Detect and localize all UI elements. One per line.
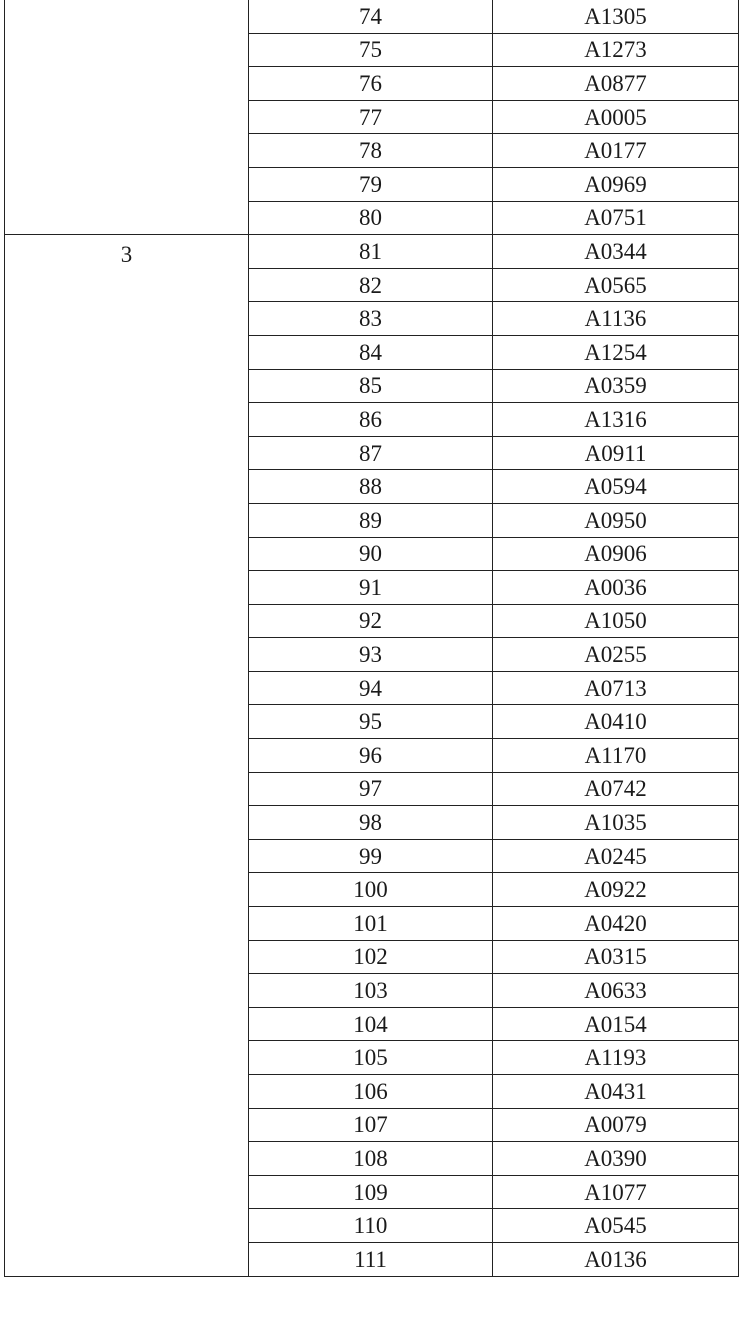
sequence-number-cell: 92 (249, 604, 493, 638)
sample-code-cell: A0245 (493, 839, 739, 873)
sample-code-cell: A0742 (493, 772, 739, 806)
sequence-number-cell: 101 (249, 907, 493, 941)
sample-code-cell: A0906 (493, 537, 739, 571)
sequence-number-cell: 85 (249, 369, 493, 403)
sequence-number-cell: 91 (249, 571, 493, 605)
sequence-number-cell: 98 (249, 806, 493, 840)
sequence-number-cell: 94 (249, 671, 493, 705)
sample-code-cell: A0344 (493, 235, 739, 269)
sample-code-cell: A1273 (493, 33, 739, 67)
table-row (5, 0, 739, 33)
document-table-container (4, 0, 738, 1277)
sample-code-cell: A0969 (493, 167, 739, 201)
sequence-number-cell: 102 (249, 940, 493, 974)
sequence-number-cell: 78 (249, 134, 493, 168)
sequence-number-cell: 75 (249, 33, 493, 67)
sequence-number-cell: 110 (249, 1209, 493, 1243)
table-body (5, 0, 739, 1276)
sequence-number-cell: 100 (249, 873, 493, 907)
sample-code-table (4, 0, 739, 1277)
sequence-number-cell: 95 (249, 705, 493, 739)
sample-code-cell: A0545 (493, 1209, 739, 1243)
sample-code-cell: A0911 (493, 436, 739, 470)
sequence-number-cell: 106 (249, 1075, 493, 1109)
sample-code-cell: A0359 (493, 369, 739, 403)
sample-code-cell: A0594 (493, 470, 739, 504)
sample-code-cell: A1254 (493, 335, 739, 369)
sequence-number-cell: 81 (249, 235, 493, 269)
sample-code-cell: A0079 (493, 1108, 739, 1142)
sample-code-cell: A0751 (493, 201, 739, 235)
sequence-number-cell: 82 (249, 268, 493, 302)
sample-code-cell: A1050 (493, 604, 739, 638)
sequence-number-cell: 108 (249, 1142, 493, 1176)
sequence-number-cell: 80 (249, 201, 493, 235)
sequence-number-cell: 96 (249, 739, 493, 773)
sequence-number-cell: 111 (249, 1242, 493, 1276)
sequence-number-cell: 109 (249, 1175, 493, 1209)
sample-code-cell: A0255 (493, 638, 739, 672)
sequence-number-cell: 104 (249, 1007, 493, 1041)
sequence-number-cell: 86 (249, 403, 493, 437)
sequence-number-cell: 74 (249, 0, 493, 33)
sequence-number-cell: 99 (249, 839, 493, 873)
sample-code-cell: A0410 (493, 705, 739, 739)
sequence-number-cell: 89 (249, 503, 493, 537)
sequence-number-cell: 105 (249, 1041, 493, 1075)
sample-code-cell: A1136 (493, 302, 739, 336)
sequence-number-cell: 90 (249, 537, 493, 571)
sample-code-cell: A0315 (493, 940, 739, 974)
sequence-number-cell: 77 (249, 100, 493, 134)
sample-code-cell: A0420 (493, 907, 739, 941)
group-cell: 3 (5, 235, 249, 1276)
sample-code-cell: A0154 (493, 1007, 739, 1041)
sample-code-cell: A0877 (493, 67, 739, 101)
sequence-number-cell: 87 (249, 436, 493, 470)
sample-code-cell: A0177 (493, 134, 739, 168)
group-cell (5, 0, 249, 235)
sample-code-cell: A0633 (493, 974, 739, 1008)
sample-code-cell: A1193 (493, 1041, 739, 1075)
sequence-number-cell: 103 (249, 974, 493, 1008)
sequence-number-cell: 97 (249, 772, 493, 806)
sample-code-cell: A0950 (493, 503, 739, 537)
sequence-number-cell: 88 (249, 470, 493, 504)
sample-code-cell: A0565 (493, 268, 739, 302)
sample-code-cell: A1316 (493, 403, 739, 437)
sample-code-cell: A0431 (493, 1075, 739, 1109)
sequence-number-cell: 84 (249, 335, 493, 369)
sample-code-cell: A0136 (493, 1242, 739, 1276)
sequence-number-cell: 83 (249, 302, 493, 336)
sequence-number-cell: 76 (249, 67, 493, 101)
table-row (5, 235, 739, 269)
sample-code-cell: A0713 (493, 671, 739, 705)
sample-code-cell: A0036 (493, 571, 739, 605)
sequence-number-cell: 93 (249, 638, 493, 672)
sample-code-cell: A1077 (493, 1175, 739, 1209)
sequence-number-cell: 107 (249, 1108, 493, 1142)
sequence-number-cell: 79 (249, 167, 493, 201)
sample-code-cell: A0922 (493, 873, 739, 907)
sample-code-cell: A1035 (493, 806, 739, 840)
sample-code-cell: A0005 (493, 100, 739, 134)
sample-code-cell: A0390 (493, 1142, 739, 1176)
sample-code-cell: A1305 (493, 0, 739, 33)
sample-code-cell: A1170 (493, 739, 739, 773)
